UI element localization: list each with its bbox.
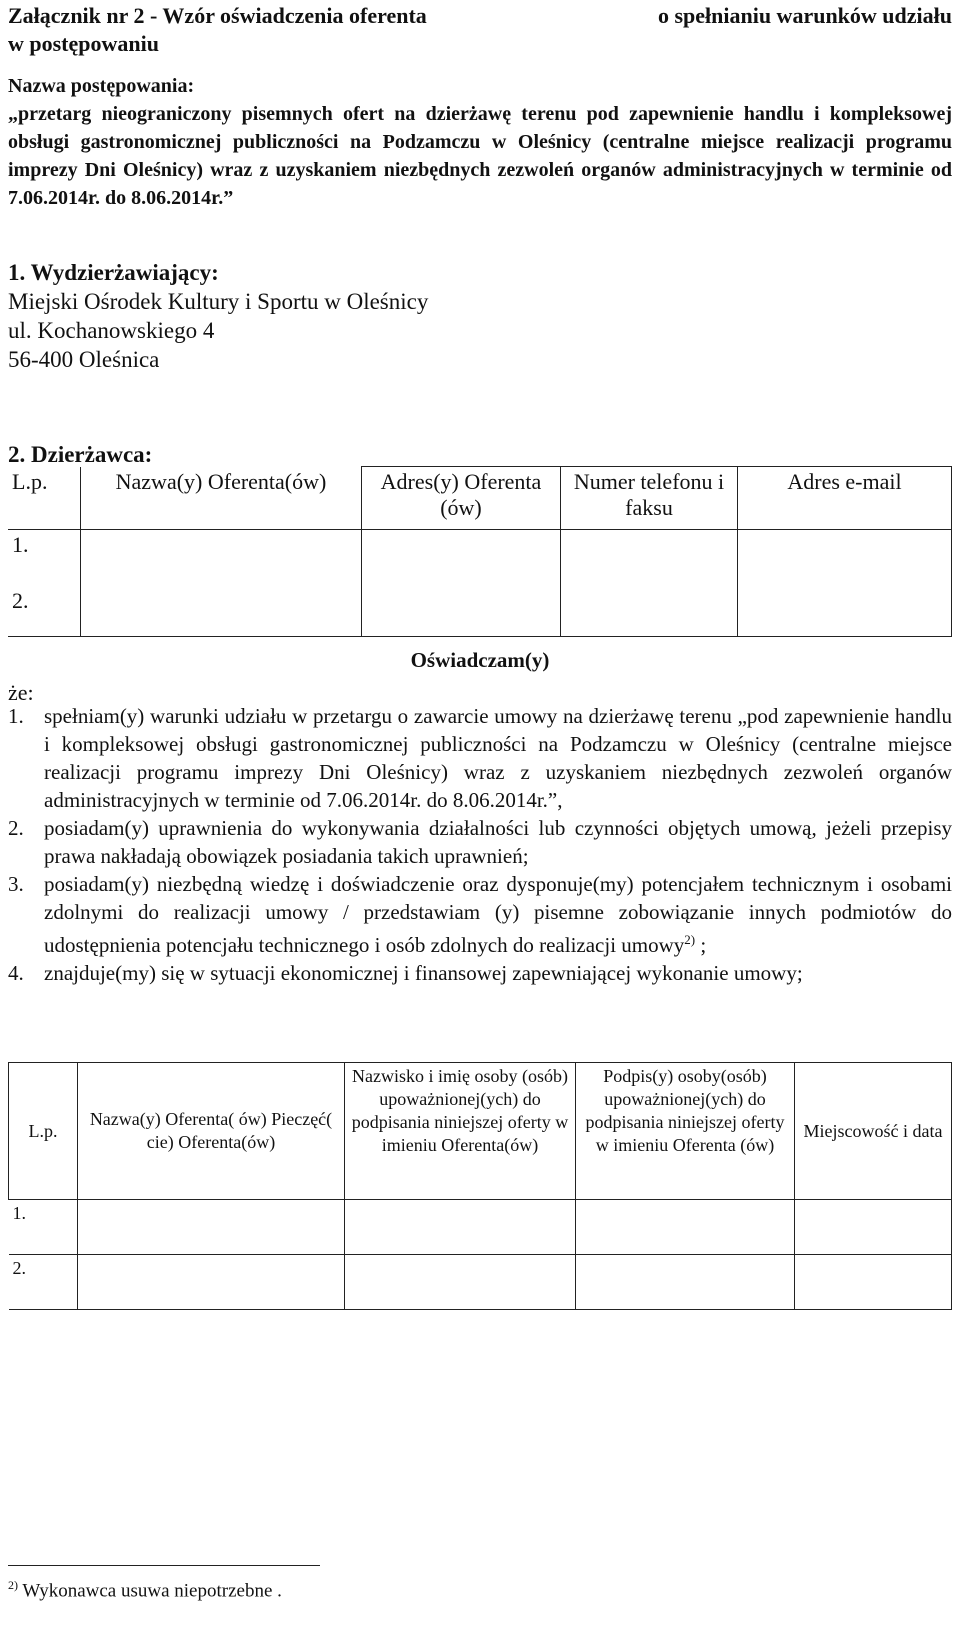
header-name: Nazwa(y) Oferenta(ów) [81, 467, 362, 530]
header-email: Adres e-mail [738, 467, 952, 530]
header-authorized-person: Nazwisko i imię osoby (osób) upoważnionej(ych) do podpisania niniejszej oferty w imieniu Oferenta(ów) [345, 1063, 576, 1200]
cell-place-date[interactable] [795, 1200, 952, 1255]
cell-name[interactable] [81, 530, 362, 587]
table-row [8, 586, 952, 637]
cell-signature[interactable] [576, 1255, 795, 1310]
item-text: posiadam(y) uprawnienia do wykonywania działalności lub czynności objętych umową, jeżeli przepisy prawa nakładają obowiązek posiadania takich uprawnień; [44, 816, 952, 868]
list-item [8, 870, 952, 959]
header-address: Adres(y) Oferenta (ów) [362, 467, 561, 530]
list-item [8, 814, 952, 870]
cell-address[interactable] [362, 586, 561, 637]
item-text: posiadam(y) niezbędną wiedzę i doświadczenie oraz dysponuje(my) potencjałem technicznym i osobami zdolnymi do realizacji umowy / przedstawiam (y) pisemne zobowiązanie innych podmiotów do udostępnienia potencjału technicznego i osób zdolnych do realizacji umowy [44, 872, 952, 957]
header-lp: L.p. [9, 1063, 78, 1200]
header-place-date: Miejscowość i data [795, 1063, 952, 1200]
title-right: o spełnianiu warunków udziału [657, 3, 952, 28]
row-number: 2. [9, 1255, 78, 1310]
header-name-stamp: Nazwa(y) Oferenta( ów) Pieczęć( cie) Oferenta(ów) [78, 1063, 345, 1200]
cell-authorized-person[interactable] [345, 1200, 576, 1255]
cell-place-date[interactable] [795, 1255, 952, 1310]
list-item [8, 959, 952, 987]
header-phone: Numer telefonu i faksu [561, 467, 738, 530]
lessor-line2: ul. Kochanowskiego 4 [8, 318, 215, 343]
row-number: 2. [8, 586, 81, 637]
item-text: spełniam(y) warunki udziału w przetargu o zawarcie umowy na dzierżawę terenu „pod zapewnienie handlu i kompleksowej obsługi gastronomicznej publiczności na Podzamczu w Oleśnicy (centralne miejsce realizacji programu imprezy Dni Oleśnicy) wraz z uzyskaniem niezbędnych zezwoleń organów administracyjnych w terminie od 7.06.2014r. do 8.06.2014r.”, [44, 704, 952, 812]
cell-name-stamp[interactable] [78, 1255, 345, 1310]
table-row [9, 1200, 952, 1255]
procedure-section [8, 72, 952, 212]
lessor-heading: 1. Wydzierżawiający: [8, 260, 219, 285]
item-text-tail: ; [695, 933, 707, 957]
table-header-row [8, 467, 952, 530]
item-number: 1. [8, 704, 24, 728]
title-left: Załącznik nr 2 - Wzór oświadczenia oferenta [8, 3, 427, 28]
footnote-mark: 2) [8, 1578, 18, 1592]
footnote-divider [8, 1565, 320, 1566]
cell-phone[interactable] [561, 586, 738, 637]
header-signature: Podpis(y) osoby(osób) upoważnionej(ych) do podpisania niniejszej oferty w imieniu Oferenta (ów) [576, 1063, 795, 1200]
item-number: 4. [8, 961, 24, 985]
table-row [9, 1255, 952, 1310]
procedure-label: Nazwa postępowania: [8, 75, 195, 97]
lessor-line1: Miejski Ośrodek Kultury i Sportu w Oleśnicy [8, 289, 429, 314]
title-line2: w postępowaniu [8, 31, 159, 56]
item-text: znajduje(my) się w sytuacji ekonomicznej i finansowej zapewniającej wykonanie umowy; [44, 961, 803, 985]
item-text-wrap [44, 870, 952, 959]
item-number: 2. [8, 816, 24, 840]
cell-signature[interactable] [576, 1200, 795, 1255]
declaration-list [8, 702, 952, 987]
lessee-heading: 2. Dzierżawca: [8, 442, 153, 467]
procedure-text: „przetarg nieograniczony pisemnych ofert na dzierżawę terenu pod zapewnienie handlu i kompleksowej obsługi gastronomicznej publiczności na Podzamczu w Oleśnicy (centralne miejsce realizacji programu imprezy Dni Oleśnicy) wraz z uzyskaniem niezbędnych zezwoleń organów administracyjnych w terminie od 7.06.2014r. do 8.06.2014r.” [8, 103, 952, 209]
lessor-line3: 56-400 Oleśnica [8, 347, 160, 372]
footnote-reference: 2) [684, 932, 696, 947]
footnote [8, 1578, 282, 1602]
table-header-row [9, 1063, 952, 1200]
declaration-heading: Oświadczam(y) [410, 648, 550, 672]
item-number: 3. [8, 872, 24, 896]
row-number: 1. [8, 530, 81, 587]
list-item [8, 702, 952, 814]
document-title [8, 2, 952, 58]
lessor-section [8, 258, 428, 374]
table-row [8, 530, 952, 587]
row-number: 1. [9, 1200, 78, 1255]
cell-authorized-person[interactable] [345, 1255, 576, 1310]
cell-name[interactable] [81, 586, 362, 637]
signature-table [8, 1062, 952, 1310]
cell-name-stamp[interactable] [78, 1200, 345, 1255]
header-lp: L.p. [8, 467, 81, 530]
cell-address[interactable] [362, 530, 561, 587]
cell-email[interactable] [738, 586, 952, 637]
cell-email[interactable] [738, 530, 952, 587]
cell-phone[interactable] [561, 530, 738, 587]
footnote-text: Wykonawca usuwa niepotrzebne . [18, 1580, 282, 1602]
declaration-ze: że: [8, 680, 34, 705]
lessee-table [8, 466, 952, 637]
